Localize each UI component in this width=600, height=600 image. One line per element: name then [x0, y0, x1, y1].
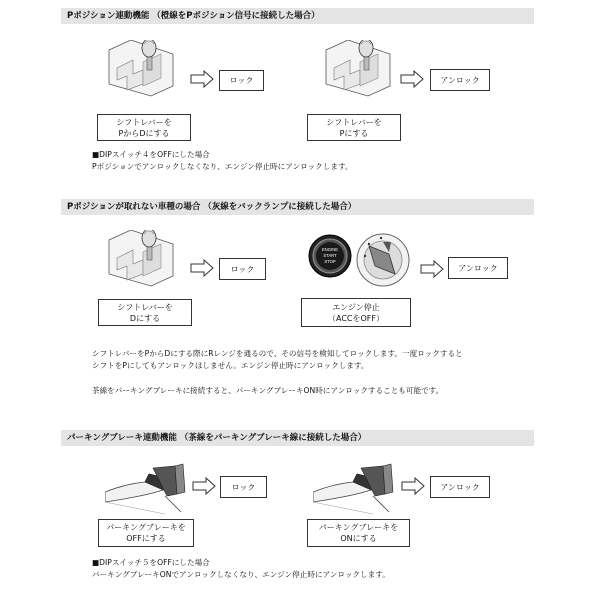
caption-line: シフトレバーを [326, 117, 382, 127]
brake-pedal-illustration-2 [313, 462, 397, 518]
result-text: ロック [229, 76, 254, 85]
caption-line: OFFにする [126, 534, 166, 543]
paragraph-line: 茶線をパーキングブレーキに接続すると、パーキングブレーキON時にアンロックすることも可能です。 [92, 386, 444, 395]
caption-line: パーキングブレーキを [106, 523, 186, 532]
result-text: アンロック [440, 482, 480, 492]
caption-box-brake-off [98, 519, 194, 547]
stop-label: STOP [324, 259, 336, 264]
dip5-note-title: ■DIPスイッチ５をOFFにした場合 [92, 558, 210, 567]
caption-line: パーキングブレーキを [318, 523, 399, 532]
start-label: START [323, 253, 337, 258]
caption-line: Dにする [129, 313, 161, 323]
ignition-key-illustration [355, 232, 413, 290]
caption-line: Pにする [339, 128, 369, 138]
result-text: アンロック [458, 263, 498, 273]
arrow-right-icon [192, 477, 218, 497]
arrow-right-icon [401, 477, 427, 497]
engine-label: ENGINE [321, 247, 339, 252]
result-unlock-box [430, 476, 490, 498]
caption-line: シフトレバーを [116, 117, 172, 127]
result-unlock-box [430, 69, 490, 91]
dip4-note-title: ■DIPスイッチ４をOFFにした場合 [92, 150, 210, 159]
arrow-right-icon [400, 70, 426, 90]
arrow-right-icon [190, 70, 216, 90]
result-lock-box [219, 258, 266, 280]
result-lock-box [220, 476, 267, 498]
shift-lever-illustration-2 [320, 40, 400, 102]
caption-line: ONにする [340, 534, 377, 543]
caption-line: PからDにする [118, 128, 170, 138]
engine-start-button-illustration [308, 234, 352, 278]
paragraph-line: シフトレバーをPからDにする際にRレンジを通るので、その信号を検知してロックします。一度ロックすると [92, 349, 463, 358]
result-unlock-box [448, 257, 508, 279]
caption-box-shift-p [307, 114, 401, 141]
dip5-note-body: パーキングブレーキONでアンロックしなくなり、エンジン停止時にアンロックします。 [92, 570, 390, 579]
section1-header: Pポジション連動機能 （橙線をPポジション信号に接続した場合） [61, 8, 534, 24]
arrow-right-icon [420, 260, 446, 280]
caption-line: エンジン停止 [332, 302, 380, 312]
caption-box-brake-on [307, 519, 410, 547]
paragraph-line: シフトをPにしてもアンロックはしません。エンジン停止時にアンロックします。 [92, 361, 369, 370]
result-text: ロック [231, 482, 256, 492]
shift-lever-illustration-3 [103, 230, 183, 292]
result-text: アンロック [440, 75, 480, 85]
brake-pedal-illustration-1 [105, 462, 189, 518]
result-lock-box [219, 70, 264, 91]
caption-line: （ACCをOFF） [327, 313, 384, 323]
arrow-right-icon [190, 259, 216, 279]
caption-box-shift-d [98, 299, 192, 326]
shift-lever-illustration-1 [103, 40, 183, 102]
caption-line: シフトレバーを [117, 302, 173, 312]
caption-box-shift-p-to-d [97, 114, 191, 141]
caption-box-engine-stop [301, 298, 411, 327]
section3-header: パーキングブレーキ連動機能 （茶線をパーキングブレーキ線に接続した場合） [61, 430, 534, 446]
result-text: ロック [230, 264, 255, 274]
section2-header: Pポジションが取れない車種の場合 （灰線をバックランプに接続した場合） [61, 199, 534, 215]
dip4-note-body: Pポジションでアンロックしなくなり、エンジン停止時にアンロックします。 [92, 162, 353, 171]
